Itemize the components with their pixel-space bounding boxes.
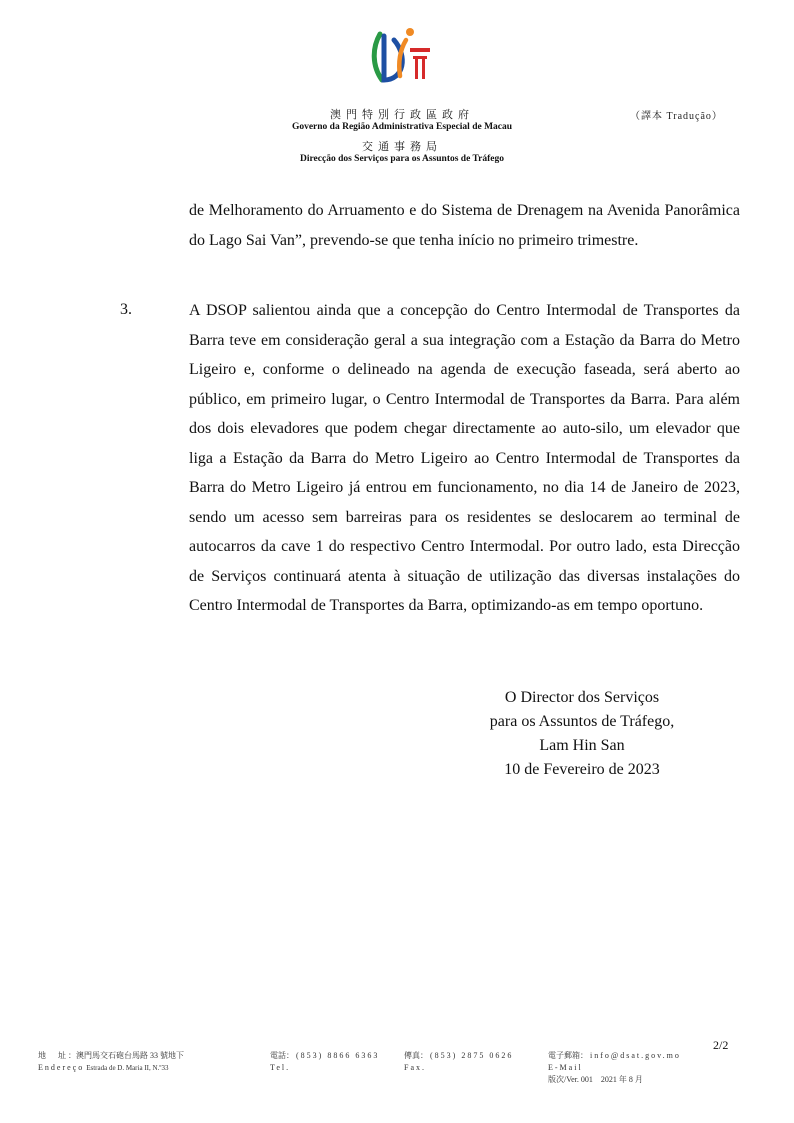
logo-orange-dot [406, 28, 414, 36]
logo-red-bar-top [410, 48, 430, 52]
fax-value: ：(853) 2875 0626 [420, 1051, 514, 1060]
government-name-cn: 澳門特別行政區政府 [330, 109, 474, 121]
email-value: ：info@dsat.gov.mo [580, 1051, 681, 1060]
item-3-paragraph: A DSOP salientou ainda que a concepção do Centro Intermodal de Transportes da Barra teve em consideração geral a sua integração com a Estação da Barra do Metro Ligeiro e, conforme o delineado na agenda de execução faseada, será aberto ao público, em primeiro lugar, o Centro Intermodal de Transportes da Barra. Para além dos dois elevadores que podem chegar directamente ao auto-silo, um elevador que liga a Estação da Barra do Metro Ligeiro ao Centro Intermodal de Transportes da Barra do Metro Ligeiro já entrou em funcionamento, no dia 14 de Janeiro de 2023, sendo um acesso sem barreiras para os residentes se deslocarem ao terminal de autocarros da cave 1 do respectivo Centro Intermodal. Por outro lado, esta Direcção de Serviços continuará atenta à situação de utilização das diversas instalações do Centro Intermodal de Transportes da Barra, optimizando-as em tempo oportuno. [189, 302, 740, 614]
version-label: 版次/Ver. 001 2021 年 8 月 [548, 1075, 643, 1084]
email-label-pt: E-Mail [548, 1063, 583, 1072]
address-label-cn: 地 址 [38, 1051, 68, 1060]
department-name-pt: Direcção dos Serviços para os Assuntos de Tráfego [300, 154, 504, 164]
continuation-paragraph: de Melhoramento do Arruamento e do Sistema de Drenagem na Avenida Panorâmica do Lago Sai Van”, prevendo-se que tenha início no primeiro trimestre. [189, 202, 740, 249]
footer-telephone [270, 1050, 379, 1074]
page-number: 2/2 [713, 1038, 729, 1052]
tel-label-cn: 電話 [270, 1051, 286, 1060]
footer-fax [404, 1050, 513, 1074]
tel-label-pt: Tel. [270, 1063, 291, 1072]
logo-green-arc [374, 34, 382, 80]
email-label-cn: 電子郵箱 [548, 1051, 580, 1060]
signature-block [460, 686, 704, 782]
address-label-pt: Endereço [38, 1063, 85, 1072]
logo-red-leg-left [415, 59, 418, 79]
address-cn: ：澳門馬交石砲台馬路 33 號地下 [68, 1051, 184, 1060]
item-number: 3. [120, 301, 132, 318]
department-name-cn: 交通事務局 [362, 141, 442, 153]
signature-date: 10 de Fevereiro de 2023 [504, 761, 660, 778]
tel-value: ：(853) 8866 6363 [286, 1051, 380, 1060]
logo-red-bar-mid [413, 56, 427, 59]
signatory-title-line2: para os Assuntos de Tráfego, [489, 713, 675, 730]
fax-label-cn: 傳真 [404, 1051, 420, 1060]
address-pt: Estrada de D. Maria II, N.º33 [86, 1064, 169, 1072]
logo-red-leg-right [422, 59, 425, 79]
fax-label-pt: Fax. [404, 1063, 426, 1072]
dsat-logo [370, 26, 434, 86]
signatory-name: Lam Hin San [539, 737, 625, 754]
translation-note: （譯本 Tradução） [630, 111, 723, 122]
footer-address [38, 1050, 184, 1074]
signatory-title-line1: O Director dos Serviços [504, 689, 660, 706]
government-name-pt: Governo da Região Administrativa Especial de Macau [291, 122, 513, 132]
footer-email [548, 1050, 681, 1086]
